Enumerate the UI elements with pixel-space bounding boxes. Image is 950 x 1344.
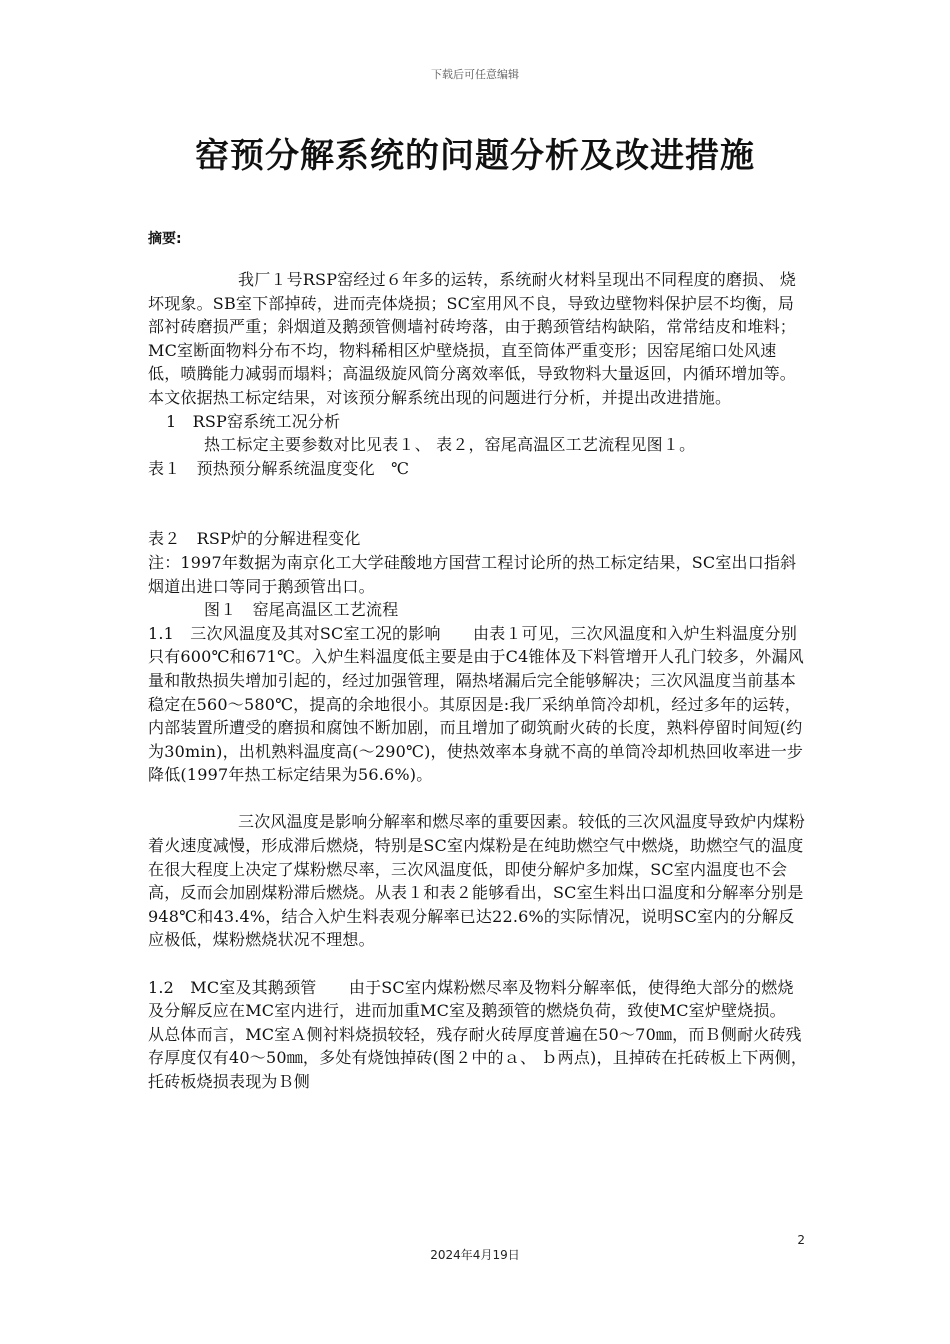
abstract-paragraph: 我厂１号RSP窑经过６年多的运转，系统耐火材料呈现出不同程度的磨损、 烧坏现象。SB室下部掉砖，进而壳体烧损；SC室用风不良，导致边壁物料保护层不均衡，局部衬砖磨损严重；斜烟道及鹅颈管侧墙衬砖垮落，由于鹅颈管结构缺陷，常常结皮和堆料；MC室断面物料分布不均，物料稀相区炉壁烧损，直至筒体严重变形；因窑尾缩口处风速低，喷腾能力减弱而塌料；高温级旋风筒分离效率低，导致物料大量返回，内循环增加等。本文依据热工标定结果，对该预分解系统出现的问题进行分析，并提出改进措施。 (148, 270, 797, 407)
footer-date: 2024年4月19日 (430, 1248, 520, 1262)
data-note: 注：1997年数据为南京化工大学硅酸地方国营工程讨论所的热工标定结果，SC室出口指斜烟道出进口等同于鹅颈管出口。 (148, 552, 797, 596)
figure-1-caption: 图１ 窑尾高温区工艺流程 (204, 600, 399, 620)
section-1-2-paragraph-1: 1.2 MC室及其鹅颈管 由于SC室内煤粉燃尽率及物料分解率低，使得绝大部分的燃烧及分解反应在MC室内进行，进而加重MC室及鹅颈管的燃烧负荷，致使MC室炉壁烧损。 从总体而言，MC室Ａ侧衬料烧损较轻，残存耐火砖厚度普遍在50～70㎜，而Ｂ侧耐火砖残存厚度仅有40～50㎜，多处有烧蚀掉砖(图２中的ａ、 ｂ两点)，且掉砖在托砖板上下两侧，托砖板烧损表现为Ｂ侧 (148, 977, 811, 1091)
section-1-1-paragraph-2: 三次风温度是影响分解率和燃尽率的重要因素。较低的三次风温度导致炉内煤粉着火速度减慢，形成滞后燃烧，特别是SC室内煤粉是在纯助燃空气中燃烧，助燃空气的温度在很大程度上决定了煤粉燃尽率，三次风温度低，即使分解炉多加煤，SC室内温度也不会高，反而会加剧煤粉滞后燃烧。从表１和表２能够看出，SC室生料出口温度和分解率分别是948℃和43.4%，结合入炉生料表观分解率已达22.6%的实际情况，说明SC室内的分解反应极低，煤粉燃烧状况不理想。 (148, 812, 806, 950)
table-1-caption: 表１ 预热预分解系统温度变化 ℃ (148, 458, 410, 478)
table-2-caption: 表２ RSP炉的分解进程变化 (148, 529, 361, 549)
paragraph-spacer (148, 952, 808, 976)
table-1-placeholder (148, 480, 808, 527)
paragraph-spacer (148, 787, 808, 811)
section-1-intro: 热工标定主要参数对比见表１、 表２，窑尾高温区工艺流程见图１。 (204, 435, 696, 455)
document-title: 窑预分解系统的问题分析及改进措施 (195, 136, 755, 176)
section-1-heading: 1 RSP窑系统工况分析 (166, 411, 341, 431)
header-note: 下载后可任意编辑 (431, 68, 519, 81)
abstract-label: 摘要: (148, 231, 182, 247)
page-number: 2 (797, 1233, 805, 1247)
section-1-1-paragraph-1: 1.1 三次风温度及其对SC室工况的影响 由表１可见，三次风温度和入炉生料温度分别只有600℃和671℃。入炉生料温度低主要是由于C4锥体及下料管增开人孔门较多，外漏风量和散热损失增加引起的，经过加强管理，隔热堵漏后完全能够解决；三次风温度当前基本稳定在560～580℃，提高的余地很小。其原因是:我厂采纳单筒冷却机，经过多年的运转，内部装置所遭受的磨损和腐蚀不断加剧，而且增加了砌筑耐火砖的长度，熟料停留时间短(约为30min)，出机熟料温度高(～290℃)，使热效率本身就不高的单筒冷却机热回收率进一步降低(1997年热工标定结果为56.6%)。 (148, 623, 804, 785)
document-body (148, 268, 811, 1094)
